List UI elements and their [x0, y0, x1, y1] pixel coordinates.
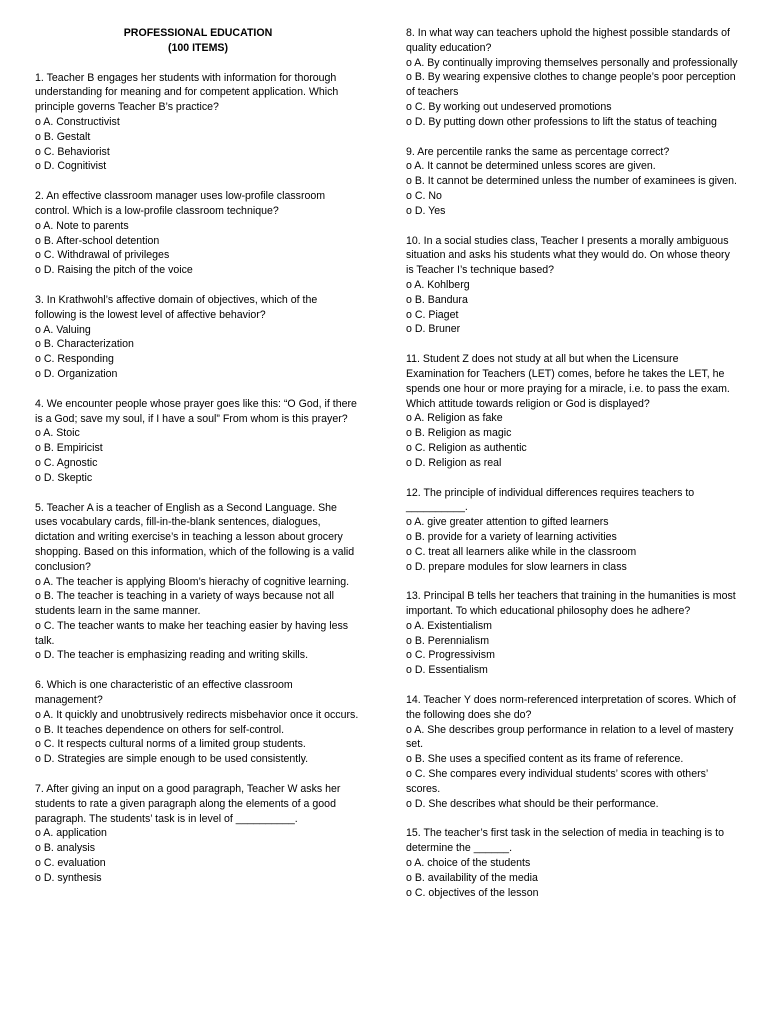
question-stem: 11. Student Z does not study at all but when the Licensure Examination for Teachers (LET) comes, before he takes the LET, he spends one hour or more praying for a miracle, i.e. to pass the exam. Which attitude towards religion or God is displayed? [406, 353, 730, 410]
answer-option: o A. The teacher is applying Bloom’s hierachy of cognitive learning. [35, 575, 350, 588]
question-stem: 2. An effective classroom manager uses low-profile classroom control. Which is a low-profile classroom technique? [35, 190, 326, 217]
answer-option: o C. Agnostic [35, 456, 98, 469]
question-item [35, 678, 361, 767]
document-header [35, 26, 361, 56]
question-item [35, 782, 361, 886]
answer-option: o A. Stoic [35, 427, 80, 440]
answer-option: o D. Yes [406, 204, 446, 217]
answer-option: o D. Skeptic [35, 471, 93, 484]
question-item [35, 189, 361, 278]
answer-option: o D. synthesis [35, 871, 102, 884]
answer-option: o B. Religion as magic [406, 427, 512, 440]
question-item [406, 693, 738, 811]
right-column [406, 26, 738, 915]
answer-option: o B. Characterization [35, 338, 134, 351]
question-item [406, 486, 738, 575]
question-item [406, 234, 738, 338]
question-stem: 12. The principle of individual differences requires teachers to __________. [406, 486, 695, 514]
question-stem: 7. After giving an input on a good paragraph, Teacher W asks her students to rate a given paragraph along the elements of a good paragraph. The students’ task is in level of __________. [35, 783, 341, 825]
answer-option: o A. It cannot be determined unless scores are given. [406, 160, 656, 173]
answer-option: o A. application [35, 827, 107, 840]
answer-option: o C. No [406, 189, 442, 202]
answer-option: o D. Organization [35, 367, 118, 380]
left-column [35, 26, 361, 901]
question-item [35, 293, 361, 382]
answer-option: o C. By working out undeserved promotions [406, 100, 612, 113]
answer-option: o A. Existentialism [406, 619, 492, 632]
question-stem: 1. Teacher B engages her students with information for thorough understanding for meaning and for competent application. Which principle governs Teacher B’s practice? [35, 71, 339, 114]
answer-option: o A. Religion as fake [406, 412, 503, 425]
answer-option: o B. She uses a specified content as its frame of reference. [406, 753, 684, 766]
answer-option: o A. It quickly and unobtrusively redirects misbehavior once it occurs. [35, 708, 359, 721]
answer-option: o C. Piaget [406, 308, 459, 321]
question-stem: 6. Which is one characteristic of an effective classroom management? [35, 679, 293, 707]
answer-option: o A. She describes group performance in relation to a level of mastery set. [406, 723, 734, 751]
answer-option: o C. It respects cultural norms of a limited group students. [35, 738, 306, 751]
question-stem: 8. In what way can teachers uphold the highest possible standards of quality education? [406, 27, 730, 54]
answer-option: o D. Cognitivist [35, 160, 107, 173]
question-stem: 13. Principal B tells her teachers that training in the humanities is most important. To which educational philosophy does he adhere? [406, 590, 736, 618]
answer-option: o C. The teacher wants to make her teaching easier by having less talk. [35, 619, 349, 647]
answer-option: o A. Kohlberg [406, 278, 470, 291]
answer-option: o B. After-school detention [35, 234, 160, 247]
answer-option: o B. Gestalt [35, 130, 91, 143]
answer-option: o D. prepare modules for slow learners in class [406, 560, 627, 573]
answer-option: o B. It cannot be determined unless the number of examinees is given. [406, 175, 737, 188]
answer-option: o D. She describes what should be their performance. [406, 797, 659, 810]
answer-option: o A. By continually improving themselves personally and professionally [406, 56, 738, 69]
question-item [406, 826, 738, 900]
question-item [35, 501, 361, 664]
answer-option: o D. Religion as real [406, 456, 502, 469]
answer-option: o B. Empiricist [35, 442, 103, 455]
answer-option: o A. choice of the students [406, 857, 531, 870]
answer-option: o D. The teacher is emphasizing reading and writing skills. [35, 649, 309, 662]
question-item [35, 397, 361, 486]
question-stem: 15. The teacher’s first task in the selection of media in teaching is to determine the ______. [406, 827, 724, 855]
left-question-list [35, 71, 361, 886]
answer-option: o C. She compares every individual students’ scores with others’ scores. [406, 768, 708, 795]
question-stem: 4. We encounter people whose prayer goes like this: “O God, if there is a God; save my soul, if I have a soul” From whom is this prayer? [35, 397, 357, 425]
document-subtitle: (100 ITEMS) [167, 41, 229, 54]
answer-option: o C. evaluation [35, 857, 106, 870]
answer-option: o C. objectives of the lesson [406, 886, 539, 899]
question-item [406, 145, 738, 219]
answer-option: o C. Religion as authentic [406, 441, 527, 454]
answer-option: o B. provide for a variety of learning activities [406, 530, 617, 543]
answer-option: o A. Constructivist [35, 115, 120, 128]
answer-option: o D. Strategies are simple enough to be used consistently. [35, 753, 309, 766]
question-item [406, 352, 738, 470]
answer-option: o B. The teacher is teaching in a variety of ways because not all students learn in the same manner. [35, 590, 334, 618]
question-stem: 10. In a social studies class, Teacher I presents a morally ambiguous situation and asks his students what they would do. On whose theory is Teacher I’s technique based? [406, 234, 730, 277]
answer-option: o B. Perennialism [406, 634, 490, 647]
document-title: PROFESSIONAL EDUCATION [123, 27, 273, 39]
question-stem: 3. In Krathwohl’s affective domain of objectives, which of the following is the lowest level of affective behavior? [35, 293, 318, 321]
answer-option: o C. Progressivism [406, 649, 495, 662]
answer-option: o C. Responding [35, 353, 114, 366]
answer-option: o D. By putting down other professions to lift the status of teaching [406, 115, 717, 128]
answer-option: o A. give greater attention to gifted learners [406, 516, 609, 529]
question-stem: 5. Teacher A is a teacher of English as a Second Language. She uses vocabulary cards, fill-in-the-blank sentences, dialogues, dictation and writing exercise’s in teaching a lesson about grocery shopping. Based on this information, which of the following is a valid conclusion? [35, 501, 355, 573]
answer-option: o B. By wearing expensive clothes to change people’s poor perception of teachers [406, 71, 736, 99]
answer-option: o B. It teaches dependence on others for self-control. [35, 723, 285, 736]
right-question-list [406, 26, 738, 900]
question-item [406, 589, 738, 678]
question-item [35, 71, 361, 175]
answer-option: o D. Raising the pitch of the voice [35, 264, 193, 277]
question-item [406, 26, 738, 130]
answer-option: o A. Valuing [35, 323, 91, 336]
answer-option: o A. Note to parents [35, 219, 129, 232]
answer-option: o C. treat all learners alike while in the classroom [406, 545, 637, 558]
answer-option: o D. Essentialism [406, 664, 488, 677]
answer-option: o B. Bandura [406, 293, 468, 306]
answer-option: o C. Behaviorist [35, 145, 110, 158]
answer-option: o B. availability of the media [406, 871, 538, 884]
question-stem: 9. Are percentile ranks the same as percentage correct? [406, 145, 670, 158]
answer-option: o C. Withdrawal of privileges [35, 249, 170, 262]
answer-option: o D. Bruner [406, 323, 461, 336]
answer-option: o B. analysis [35, 842, 96, 855]
question-stem: 14. Teacher Y does norm-referenced interpretation of scores. Which of the following does she do? [406, 694, 736, 721]
